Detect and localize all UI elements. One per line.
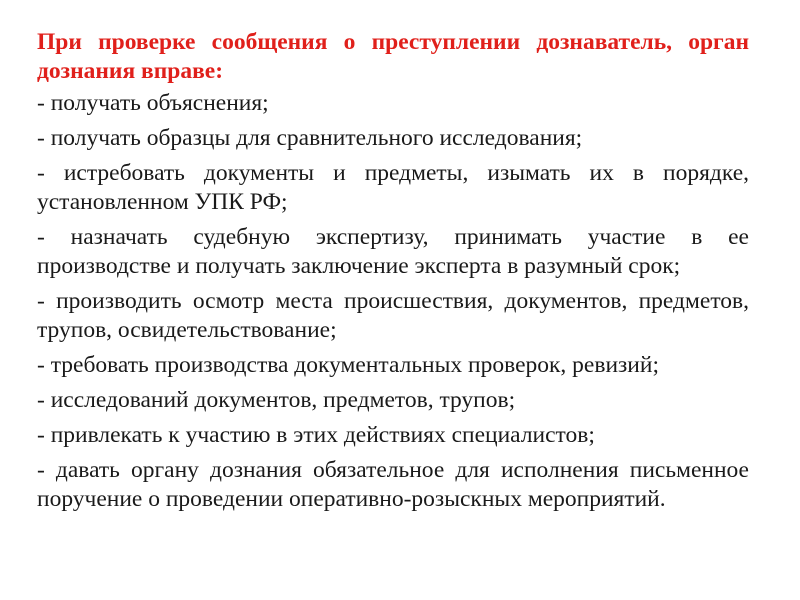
slide-content xyxy=(37,28,749,520)
list-item: - исследований документов, предметов, трупов; xyxy=(37,387,516,413)
list-item: - истребовать документы и предметы, изымать их в порядке, установленном УПК РФ; xyxy=(37,160,749,215)
list-item: - привлекать к участию в этих действиях специалистов; xyxy=(37,422,595,448)
list-item: - назначать судебную экспертизу, принимать участие в ее производстве и получать заключение эксперта в разумный срок; xyxy=(37,224,749,279)
powers-list xyxy=(37,89,749,514)
list-item: - получать образцы для сравнительного исследования; xyxy=(37,125,583,151)
slide-title: При проверке сообщения о преступлении дознаватель, орган дознания вправе: xyxy=(37,29,749,84)
list-item: - требовать производства документальных проверок, ревизий; xyxy=(37,352,659,378)
list-item: - производить осмотр места происшествия, документов, предметов, трупов, освидетельствование; xyxy=(37,288,749,343)
list-item: - получать объяснения; xyxy=(37,90,269,116)
list-item: - давать органу дознания обязательное для исполнения письменное поручение о проведении оперативно-розыскных мероприятий. xyxy=(37,457,749,512)
